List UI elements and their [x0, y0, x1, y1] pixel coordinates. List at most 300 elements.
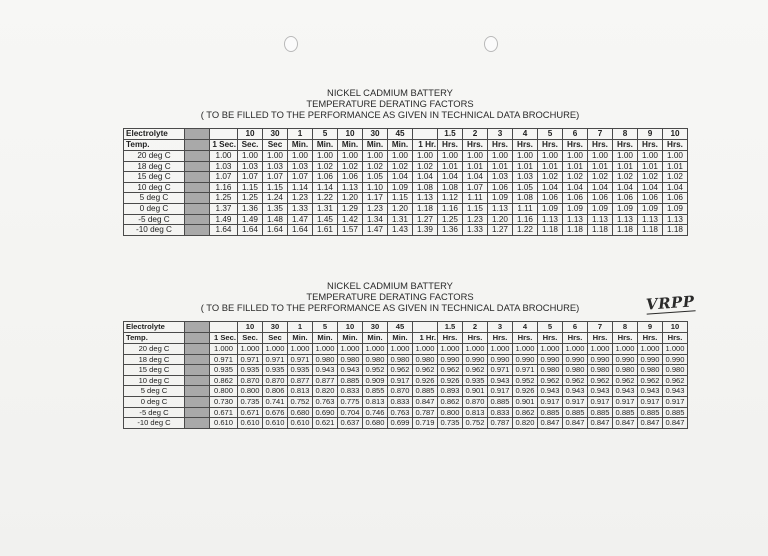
factor-cell: 0.787 [488, 418, 513, 429]
factor-cell: 1.04 [588, 182, 613, 193]
factor-cell: 1.09 [563, 203, 588, 214]
factor-cell: 1.000 [210, 344, 238, 355]
factor-cell: 1.12 [438, 193, 463, 204]
column-unit: Hrs. [588, 333, 613, 344]
factor-cell: 0.962 [463, 365, 488, 376]
table-row [124, 407, 688, 418]
table-row [124, 225, 688, 236]
factor-cell: 0.862 [513, 407, 538, 418]
factor-cell: 1.000 [513, 344, 538, 355]
heading-note: ( TO BE FILLED TO THE PERFORMANCE AS GIVEN IN TECHNICAL DATA BROCHURE) [200, 301, 580, 313]
shaded-cell [185, 365, 210, 376]
factor-cell: 0.962 [563, 375, 588, 386]
factor-cell: 1.000 [563, 344, 588, 355]
factor-cell: 1.04 [563, 182, 588, 193]
table-row [124, 396, 688, 407]
column-unit: Hrs. [438, 140, 463, 151]
factor-cell: 1.01 [438, 161, 463, 172]
factor-cell: 0.917 [638, 396, 663, 407]
factor-cell: 1.000 [463, 344, 488, 355]
heading-note: ( TO BE FILLED TO THE PERFORMANCE AS GIVEN IN TECHNICAL DATA BROCHURE) [200, 108, 580, 120]
factor-cell: 0.621 [313, 418, 338, 429]
factor-cell: 1.04 [663, 182, 688, 193]
shaded-cell [185, 333, 210, 344]
column-header: 5 [538, 322, 563, 333]
factor-cell: 1.02 [313, 161, 338, 172]
factor-cell: 0.833 [338, 386, 363, 397]
factor-cell: 0.990 [513, 354, 538, 365]
factor-cell: 1.01 [463, 161, 488, 172]
column-header: 10 [663, 322, 688, 333]
factor-cell: 1.49 [238, 214, 263, 225]
factor-cell: 0.962 [413, 365, 438, 376]
factor-cell: 1.13 [613, 214, 638, 225]
factor-cell: 0.943 [588, 386, 613, 397]
temperature-label: -10 deg C [124, 225, 185, 236]
table-row [124, 386, 688, 397]
factor-cell: 0.752 [288, 396, 313, 407]
factor-cell: 1.02 [663, 172, 688, 183]
factor-cell: 1.13 [638, 214, 663, 225]
column-header [210, 129, 238, 140]
column-unit: Min. [338, 140, 363, 151]
factor-cell: 0.885 [588, 407, 613, 418]
factor-cell: 0.917 [388, 375, 413, 386]
factor-cell: 1.17 [363, 193, 388, 204]
heading-subtitle: TEMPERATURE DERATING FACTORS [306, 97, 474, 109]
factor-cell: 0.943 [663, 386, 688, 397]
column-unit: Sec [263, 333, 288, 344]
factor-cell: 1.00 [663, 151, 688, 162]
column-header [210, 322, 238, 333]
factor-cell: 1.23 [463, 214, 488, 225]
factor-cell: 0.901 [463, 386, 488, 397]
column-header: 2 [463, 322, 488, 333]
factor-cell: 0.962 [638, 375, 663, 386]
factor-cell: 1.20 [488, 214, 513, 225]
factor-cell: 1.14 [288, 182, 313, 193]
shaded-cell [185, 172, 210, 183]
table-row [124, 172, 688, 183]
column-header: 8 [613, 129, 638, 140]
table-row [124, 365, 688, 376]
column-header: 6 [563, 322, 588, 333]
heading-title: NICKEL CADMIUM BATTERY [327, 87, 453, 98]
punch-hole-left [284, 36, 298, 52]
temperature-label: -5 deg C [124, 407, 185, 418]
temperature-label: 0 deg C [124, 203, 185, 214]
factor-cell: 1.09 [613, 203, 638, 214]
factor-cell: 1.000 [413, 344, 438, 355]
column-header: 7 [588, 322, 613, 333]
factor-cell: 0.775 [338, 396, 363, 407]
column-header: Electrolyte [124, 129, 185, 140]
factor-cell: 1.35 [263, 203, 288, 214]
factor-cell: 1.04 [438, 172, 463, 183]
factor-cell: 0.877 [313, 375, 338, 386]
table-row [124, 203, 688, 214]
table-header-row [124, 129, 688, 140]
factor-cell: 1.07 [238, 172, 263, 183]
factor-cell: 1.64 [210, 225, 238, 236]
column-unit: Hrs. [663, 333, 688, 344]
factor-cell: 0.952 [513, 375, 538, 386]
factor-cell: 0.746 [363, 407, 388, 418]
factor-cell: 1.09 [663, 203, 688, 214]
factor-cell: 1.02 [588, 172, 613, 183]
column-unit: Hrs. [563, 333, 588, 344]
factor-cell: 0.610 [210, 418, 238, 429]
factor-cell: 1.06 [338, 172, 363, 183]
factor-cell: 1.000 [638, 344, 663, 355]
factor-cell: 0.847 [538, 418, 563, 429]
factor-cell: 1.27 [488, 225, 513, 236]
factor-cell: 1.03 [238, 161, 263, 172]
factor-cell: 1.64 [288, 225, 313, 236]
factor-cell: 1.08 [438, 182, 463, 193]
factor-cell: 0.962 [663, 375, 688, 386]
factor-cell: 0.980 [313, 354, 338, 365]
heading-subtitle: TEMPERATURE DERATING FACTORS [306, 290, 474, 302]
factor-cell: 1.25 [238, 193, 263, 204]
factor-cell: 1.48 [263, 214, 288, 225]
temperature-label: 0 deg C [124, 396, 185, 407]
factor-cell: 1.33 [463, 225, 488, 236]
factor-cell: 0.952 [363, 365, 388, 376]
factor-cell: 1.13 [563, 214, 588, 225]
factor-cell: 1.02 [638, 172, 663, 183]
factor-cell: 1.00 [413, 151, 438, 162]
factor-cell: 0.885 [488, 396, 513, 407]
factor-cell: 1.01 [638, 161, 663, 172]
factor-cell: 0.847 [413, 396, 438, 407]
column-unit: Min. [388, 333, 413, 344]
factor-cell: 1.00 [588, 151, 613, 162]
table-row [124, 182, 688, 193]
table-header-row [124, 322, 688, 333]
derating-table-two-decimal [123, 128, 688, 236]
factor-cell: 0.719 [413, 418, 438, 429]
factor-cell: 1.24 [263, 193, 288, 204]
column-unit: Min. [363, 333, 388, 344]
derating-table-three-decimal [123, 321, 688, 429]
factor-cell: 0.813 [463, 407, 488, 418]
factor-cell: 0.637 [338, 418, 363, 429]
column-unit: Temp. [124, 333, 185, 344]
factor-cell: 1.15 [263, 182, 288, 193]
factor-cell: 0.971 [288, 354, 313, 365]
factor-cell: 0.847 [638, 418, 663, 429]
factor-cell: 0.800 [238, 386, 263, 397]
shaded-cell [185, 140, 210, 151]
factor-cell: 0.943 [563, 386, 588, 397]
column-header: 9 [638, 129, 663, 140]
factor-cell: 0.926 [438, 375, 463, 386]
factor-cell: 1.13 [538, 214, 563, 225]
factor-cell: 1.25 [438, 214, 463, 225]
factor-cell: 1.01 [538, 161, 563, 172]
bottom-heading [180, 281, 600, 313]
table-header-row [124, 333, 688, 344]
factor-cell: 0.690 [313, 407, 338, 418]
factor-cell: 1.15 [388, 193, 413, 204]
factor-cell: 1.02 [338, 161, 363, 172]
factor-cell: 0.862 [438, 396, 463, 407]
factor-cell: 0.990 [663, 354, 688, 365]
factor-cell: 0.610 [263, 418, 288, 429]
factor-cell: 0.870 [238, 375, 263, 386]
column-unit: 1 Hr. [413, 333, 438, 344]
table-row [124, 214, 688, 225]
factor-cell: 1.03 [513, 172, 538, 183]
factor-cell: 0.926 [513, 386, 538, 397]
column-header: 10 [338, 129, 363, 140]
table-row [124, 418, 688, 429]
factor-cell: 0.980 [538, 365, 563, 376]
factor-cell: 1.31 [388, 214, 413, 225]
factor-cell: 1.13 [338, 182, 363, 193]
factor-cell: 1.06 [663, 193, 688, 204]
temperature-label: 18 deg C [124, 354, 185, 365]
factor-cell: 1.01 [613, 161, 638, 172]
factor-cell: 1.00 [538, 151, 563, 162]
factor-cell: 1.00 [513, 151, 538, 162]
factor-cell: 0.971 [210, 354, 238, 365]
factor-cell: 1.07 [210, 172, 238, 183]
factor-cell: 0.676 [263, 407, 288, 418]
column-header: 45 [388, 129, 413, 140]
temperature-label: 10 deg C [124, 375, 185, 386]
column-header: 1.5 [438, 129, 463, 140]
column-unit: Hrs. [613, 140, 638, 151]
factor-cell: 0.671 [238, 407, 263, 418]
shaded-cell [185, 322, 210, 333]
factor-cell: 1.13 [588, 214, 613, 225]
factor-cell: 1.00 [388, 151, 413, 162]
temperature-label: 15 deg C [124, 172, 185, 183]
factor-cell: 1.01 [563, 161, 588, 172]
column-header: 4 [513, 322, 538, 333]
factor-cell: 1.11 [513, 203, 538, 214]
column-header: 30 [363, 322, 388, 333]
shaded-cell [185, 151, 210, 162]
factor-cell: 0.971 [488, 365, 513, 376]
factor-cell: 1.49 [210, 214, 238, 225]
factor-cell: 1.06 [313, 172, 338, 183]
factor-cell: 1.00 [613, 151, 638, 162]
factor-cell: 0.917 [613, 396, 638, 407]
factor-cell: 0.847 [613, 418, 638, 429]
column-unit: Hrs. [438, 333, 463, 344]
column-unit: Hrs. [463, 333, 488, 344]
column-unit: Temp. [124, 140, 185, 151]
factor-cell: 1.02 [538, 172, 563, 183]
column-header: 3 [488, 129, 513, 140]
column-unit: 1 Sec. [210, 140, 238, 151]
temperature-label: 5 deg C [124, 193, 185, 204]
factor-cell: 1.00 [313, 151, 338, 162]
factor-cell: 1.22 [513, 225, 538, 236]
factor-cell: 1.06 [538, 193, 563, 204]
column-header: 9 [638, 322, 663, 333]
factor-cell: 0.917 [488, 386, 513, 397]
factor-cell: 1.13 [663, 214, 688, 225]
column-unit: Hrs. [513, 140, 538, 151]
factor-cell: 1.16 [438, 203, 463, 214]
factor-cell: 1.61 [313, 225, 338, 236]
temperature-label: 20 deg C [124, 151, 185, 162]
factor-cell: 0.917 [588, 396, 613, 407]
column-unit: Sec [263, 140, 288, 151]
factor-cell: 1.000 [438, 344, 463, 355]
column-unit: Hrs. [513, 333, 538, 344]
factor-cell: 0.971 [513, 365, 538, 376]
factor-cell: 0.962 [388, 365, 413, 376]
factor-cell: 0.704 [338, 407, 363, 418]
temperature-label: 20 deg C [124, 344, 185, 355]
column-header: 8 [613, 322, 638, 333]
factor-cell: 1.10 [363, 182, 388, 193]
factor-cell: 0.962 [438, 365, 463, 376]
factor-cell: 1.23 [288, 193, 313, 204]
factor-cell: 0.917 [663, 396, 688, 407]
column-unit: 1 Hr. [413, 140, 438, 151]
factor-cell: 1.03 [488, 172, 513, 183]
shaded-cell [185, 344, 210, 355]
factor-cell: 0.855 [363, 386, 388, 397]
factor-cell: 1.42 [338, 214, 363, 225]
handwritten-initials: VRPP [645, 292, 696, 314]
factor-cell: 1.18 [588, 225, 613, 236]
table-row [124, 375, 688, 386]
table-row [124, 161, 688, 172]
factor-cell: 1.02 [363, 161, 388, 172]
factor-cell: 0.935 [210, 365, 238, 376]
factor-cell: 1.00 [288, 151, 313, 162]
factor-cell: 1.06 [613, 193, 638, 204]
factor-cell: 0.943 [313, 365, 338, 376]
factor-cell: 1.000 [538, 344, 563, 355]
factor-cell: 1.47 [288, 214, 313, 225]
factor-cell: 1.18 [663, 225, 688, 236]
factor-cell: 1.18 [413, 203, 438, 214]
factor-cell: 0.870 [263, 375, 288, 386]
factor-cell: 0.980 [588, 365, 613, 376]
factor-cell: 1.09 [538, 203, 563, 214]
factor-cell: 1.11 [463, 193, 488, 204]
factor-cell: 0.943 [538, 386, 563, 397]
factor-cell: 1.04 [538, 182, 563, 193]
column-header [413, 129, 438, 140]
factor-cell: 1.31 [313, 203, 338, 214]
factor-cell: 1.18 [613, 225, 638, 236]
factor-cell: 1.05 [363, 172, 388, 183]
factor-cell: 1.22 [313, 193, 338, 204]
factor-cell: 1.06 [588, 193, 613, 204]
column-header: 7 [588, 129, 613, 140]
factor-cell: 0.935 [263, 365, 288, 376]
punch-hole-right [484, 36, 498, 52]
factor-cell: 1.06 [488, 182, 513, 193]
factor-cell: 1.00 [210, 151, 238, 162]
factor-cell: 0.893 [438, 386, 463, 397]
column-unit: 1 Sec. [210, 333, 238, 344]
column-header: 30 [263, 322, 288, 333]
factor-cell: 1.06 [638, 193, 663, 204]
column-unit: Hrs. [663, 140, 688, 151]
factor-cell: 1.57 [338, 225, 363, 236]
factor-cell: 0.735 [238, 396, 263, 407]
factor-cell: 0.971 [263, 354, 288, 365]
factor-cell: 0.870 [463, 396, 488, 407]
column-header: 3 [488, 322, 513, 333]
column-header: 10 [338, 322, 363, 333]
column-unit: Hrs. [463, 140, 488, 151]
factor-cell: 0.926 [413, 375, 438, 386]
factor-cell: 1.05 [513, 182, 538, 193]
factor-cell: 1.02 [613, 172, 638, 183]
factor-cell: 1.15 [463, 203, 488, 214]
shaded-cell [185, 214, 210, 225]
factor-cell: 1.18 [638, 225, 663, 236]
factor-cell: 1.33 [288, 203, 313, 214]
factor-cell: 0.980 [388, 354, 413, 365]
factor-cell: 0.980 [363, 354, 388, 365]
column-header: 6 [563, 129, 588, 140]
factor-cell: 1.00 [463, 151, 488, 162]
factor-cell: 0.885 [338, 375, 363, 386]
factor-cell: 1.01 [663, 161, 688, 172]
factor-cell: 1.000 [238, 344, 263, 355]
factor-cell: 1.25 [210, 193, 238, 204]
factor-cell: 0.833 [388, 396, 413, 407]
factor-cell: 1.000 [313, 344, 338, 355]
factor-cell: 0.833 [488, 407, 513, 418]
factor-cell: 1.000 [363, 344, 388, 355]
column-unit: Min. [363, 140, 388, 151]
heading-title: NICKEL CADMIUM BATTERY [327, 280, 453, 291]
factor-cell: 1.03 [263, 161, 288, 172]
factor-cell: 0.962 [613, 375, 638, 386]
shaded-cell [185, 418, 210, 429]
factor-cell: 1.16 [210, 182, 238, 193]
factor-cell: 0.943 [638, 386, 663, 397]
factor-cell: 1.08 [513, 193, 538, 204]
factor-cell: 1.04 [413, 172, 438, 183]
column-unit: Hrs. [588, 140, 613, 151]
factor-cell: 1.16 [513, 214, 538, 225]
factor-cell: 1.13 [488, 203, 513, 214]
factor-cell: 1.00 [338, 151, 363, 162]
factor-cell: 1.01 [488, 161, 513, 172]
column-header: 2 [463, 129, 488, 140]
factor-cell: 1.20 [388, 203, 413, 214]
column-unit: Hrs. [488, 140, 513, 151]
factor-cell: 1.02 [388, 161, 413, 172]
factor-cell: 1.14 [313, 182, 338, 193]
factor-cell: 1.27 [413, 214, 438, 225]
factor-cell: 1.00 [263, 151, 288, 162]
column-unit: Hrs. [538, 333, 563, 344]
factor-cell: 0.962 [588, 375, 613, 386]
factor-cell: 0.885 [538, 407, 563, 418]
column-unit: Hrs. [613, 333, 638, 344]
shaded-cell [185, 129, 210, 140]
factor-cell: 1.09 [488, 193, 513, 204]
factor-cell: 1.00 [638, 151, 663, 162]
factor-cell: 1.29 [338, 203, 363, 214]
factor-cell: 0.885 [613, 407, 638, 418]
